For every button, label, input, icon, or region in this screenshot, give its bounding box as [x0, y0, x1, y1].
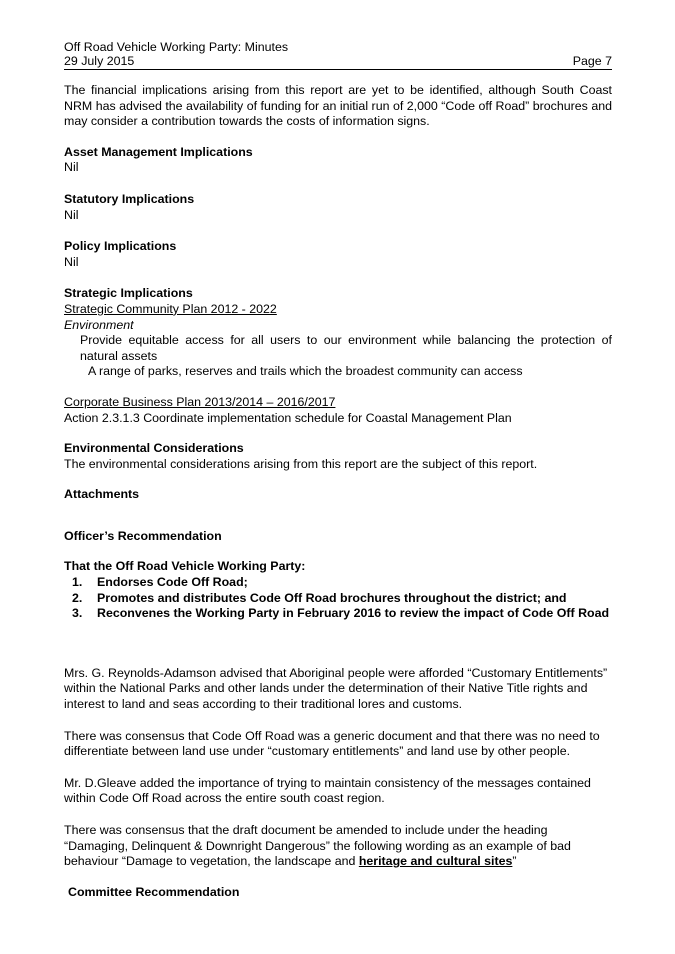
heritage-emphasis: heritage and cultural sites — [358, 854, 513, 869]
recommendation-list — [64, 575, 612, 622]
header-row — [64, 54, 612, 68]
recommendation-lead: That the Off Road Vehicle Working Party: — [64, 559, 306, 574]
item-text: Promotes and distributes Code Off Road brochures throughout the district; and — [97, 590, 567, 605]
item-number: 1. — [72, 575, 83, 590]
officer-recommendation-heading: Officer’s Recommendation — [64, 528, 222, 543]
page-number: Page 7 — [572, 54, 612, 68]
environmental-text: The environmental considerations arising from this report are the subject of this report. — [64, 456, 538, 471]
document-body — [64, 83, 612, 900]
statutory-heading: Statutory Implications — [64, 191, 195, 206]
discussion-paragraph-2: There was consensus that Code Off Road was a generic document and that there was no need to differentiate between land use under “customary entitlements” and land use by other people. — [64, 728, 600, 759]
statutory-text: Nil — [64, 207, 79, 222]
recommendation-item — [64, 591, 612, 607]
discussion-paragraph-4 — [64, 823, 612, 870]
strategic-goal: Provide equitable access for all users to our environment while balancing the protection of natural assets — [80, 333, 612, 363]
strategic-theme: Environment — [64, 317, 134, 332]
corporate-plan-action: Action 2.3.1.3 Coordinate implementation schedule for Coastal Management Plan — [64, 410, 512, 425]
item-text: Endorses Code Off Road; — [97, 575, 248, 590]
meeting-date: 29 July 2015 — [64, 54, 135, 68]
item-text: Reconvenes the Working Party in February 2016 to review the impact of Code Off Road — [97, 606, 610, 621]
discussion-paragraph-1: Mrs. G. Reynolds-Adamson advised that Aboriginal people were afforded “Customary Entitlements” within the National Parks and other lands under the determination of their Native Title rights and interest to land and seas according to their traditional lores and customs. — [64, 665, 608, 712]
committee-recommendation-heading: Committee Recommendation — [68, 884, 240, 899]
header-divider — [64, 69, 612, 70]
strategic-heading: Strategic Implications — [64, 286, 193, 301]
page-header — [64, 40, 612, 68]
item-number: 3. — [72, 606, 83, 621]
recommendation-item — [64, 606, 612, 622]
closing-quote: ” — [512, 854, 517, 869]
document-title: Off Road Vehicle Working Party: Minutes — [64, 40, 289, 54]
strategic-community-plan-title: Strategic Community Plan 2012 - 2022 — [64, 301, 277, 316]
corporate-business-plan-title: Corporate Business Plan 2013/2014 – 2016/2017 — [64, 394, 336, 409]
asset-management-text: Nil — [64, 160, 79, 175]
item-number: 2. — [72, 590, 83, 605]
financial-implications-text: The financial implications arising from this report are yet to be identified, although South Coast NRM has advised the availability of funding for an initial run of 2,000 “Code off Road” brochures and may consider a contribution towards the costs of information signs. — [64, 83, 612, 129]
recommendation-item — [64, 575, 612, 591]
asset-management-heading: Asset Management Implications — [64, 144, 253, 159]
environmental-heading: Environmental Considerations — [64, 441, 244, 456]
attachments-heading: Attachments — [64, 487, 140, 502]
policy-text: Nil — [64, 254, 79, 269]
paragraph-4-text: There was consensus that the draft document be amended to include under the heading “Damaging, Delinquent & Downright Dangerous” the following wording as an example of bad behaviour “Damage to vegetation, the landscape and — [64, 823, 571, 869]
policy-heading: Policy Implications — [64, 239, 177, 254]
strategic-outcome: A range of parks, reserves and trails which the broadest community can access — [88, 364, 523, 379]
discussion-paragraph-3: Mr. D.Gleave added the importance of trying to maintain consistency of the messages contained within Code Off Road across the entire south coast region. — [64, 775, 591, 806]
